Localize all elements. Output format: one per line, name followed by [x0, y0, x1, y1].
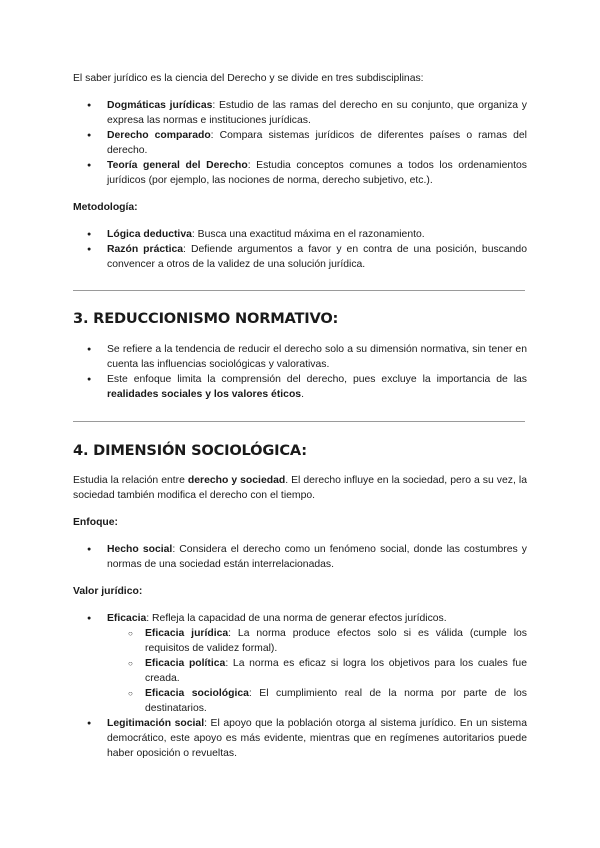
subdisciplines-list — [73, 98, 527, 188]
divider — [73, 421, 525, 422]
section-3-list — [73, 342, 527, 402]
valor-list — [73, 611, 527, 761]
sub-list-item: ○ Eficacia jurídica: La norma produce efectos solo si es válida (cumple los requisitos de validez formal). — [73, 626, 527, 656]
document-page — [73, 64, 527, 761]
section-3-heading: 3. REDUCCIONISMO NORMATIVO: — [73, 310, 339, 327]
list-item: ● Este enfoque limita la comprensión del derecho, pues excluye la importancia de las realidades sociales y los valores éticos. — [73, 372, 527, 402]
list-item: ● Derecho comparado: Compara sistemas jurídicos de diferentes países o ramas del derecho. — [73, 128, 527, 158]
list-item: ● Legitimación social: El apoyo que la población otorga al sistema jurídico. En un sistema democrático, este apoyo es más evidente, mientras que en regímenes autoritarios puede haber oposición o revueltas. — [73, 716, 527, 761]
enfoque-label: Enfoque: — [73, 517, 119, 528]
enfoque-list — [73, 542, 527, 572]
list-item: ● Eficacia: Refleja la capacidad de una norma de generar efectos jurídicos. — [73, 611, 527, 626]
section-4-intro: Estudia la relación entre derecho y sociedad. El derecho influye en la sociedad, pero a su vez, la sociedad también modifica el derecho con el tiempo. — [73, 475, 527, 501]
list-item: ● Razón práctica: Defiende argumentos a favor y en contra de una posición, buscando convencer a otros de la validez de una solución jurídica. — [73, 242, 527, 272]
section-4-heading: 4. DIMENSIÓN SOCIOLÓGICA: — [73, 442, 307, 459]
divider — [73, 290, 525, 291]
list-item: ● Lógica deductiva: Busca una exactitud máxima en el razonamiento. — [73, 227, 527, 242]
sub-list-item: ○ Eficacia sociológica: El cumplimiento real de la norma por parte de los destinatarios. — [73, 686, 527, 716]
list-item: ● Hecho social: Considera el derecho como un fenómeno social, donde las costumbres y normas de una sociedad están interrelacionadas. — [73, 542, 527, 572]
list-item: ● Se refiere a la tendencia de reducir el derecho solo a su dimensión normativa, sin tener en cuenta las influencias sociológicas y valorativas. — [73, 342, 527, 372]
sub-list-item: ○ Eficacia política: La norma es eficaz si logra los objetivos para los cuales fue creada. — [73, 656, 527, 686]
intro-paragraph: El saber jurídico es la ciencia del Derecho y se divide en tres subdisciplinas: — [73, 73, 424, 84]
list-item: ● Teoría general del Derecho: Estudia conceptos comunes a todos los ordenamientos jurídicos (por ejemplo, las nociones de norma, derecho subjetivo, etc.). — [73, 158, 527, 188]
valor-juridico-label: Valor jurídico: — [73, 586, 143, 597]
metodologia-label: Metodología: — [73, 202, 138, 213]
list-item: ● Dogmáticas jurídicas: Estudio de las ramas del derecho en su conjunto, que organiza y expresa las normas e instituciones jurídicas. — [73, 98, 527, 128]
metodologia-list — [73, 227, 527, 272]
